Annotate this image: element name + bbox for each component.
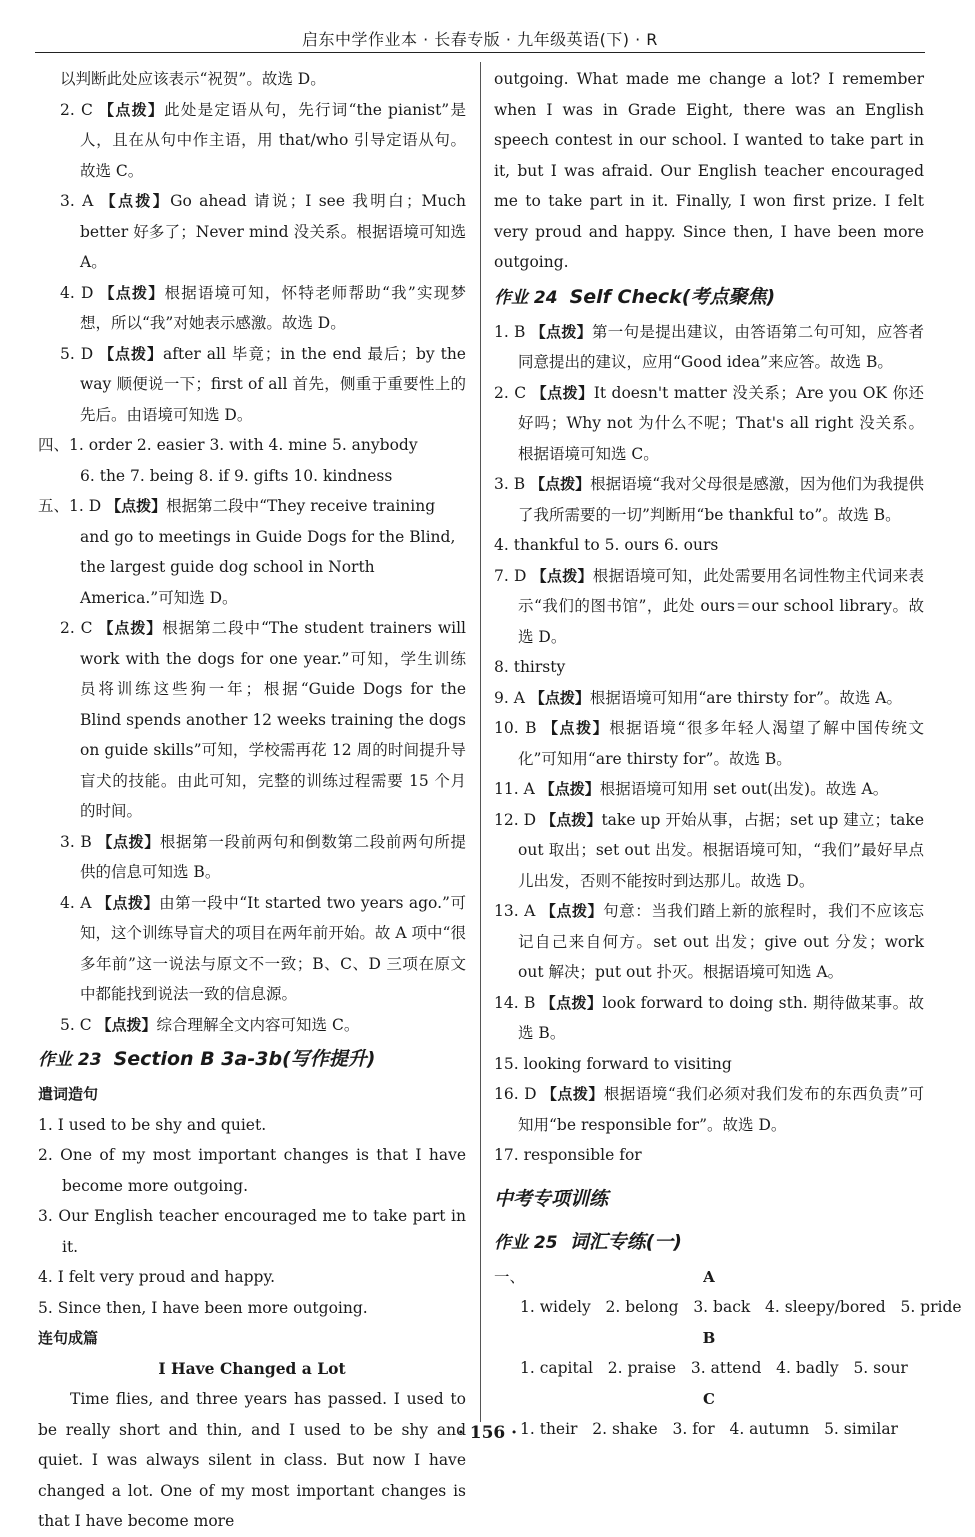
tip-label: 【点拨】 <box>99 100 165 119</box>
vocabulary-answers: 1. widely 2. belong 3. back 4. sleepy/bored 5. pride <box>520 1298 962 1316</box>
tip-label: 【点拨】 <box>99 283 165 302</box>
tip-label: 【点拨】 <box>541 810 602 829</box>
section4-line2: 6. the 7. being 8. if 9. gifts 10. kindness <box>80 466 393 485</box>
answer-item: 2. C 【点拨】此处是定语从句，先行词“the pianist”是人，且在从句中作主语，用 that/who 引导定语从句。故选 C。 <box>60 100 466 180</box>
tip-label: 【点拨】 <box>540 902 604 920</box>
page-header: 启东中学作业本 · 长春专版 · 九年级英语(下) · R <box>35 28 925 53</box>
sentence-item: 5. Since then, I have been more outgoing. <box>38 1298 368 1317</box>
answer-item: 7. D 【点拨】根据语境可知，此处需要用名词性物主代词来表示“我们的图书馆”，此处 ours＝our school library。故选 D。 <box>494 566 924 646</box>
tip-label: 【点拨】 <box>539 780 600 798</box>
left-column <box>38 64 466 1537</box>
homework-number: 作业 25 <box>494 1232 558 1253</box>
tip-label: 【点拨】 <box>99 344 164 363</box>
answer-item: 5. D 【点拨】after all 毕竟；in the end 最后；by the way 顺便说一下；first of all 首先，侧重于重要性上的先后。由语境可知选 D。 <box>60 344 466 424</box>
answer-item: 1. B 【点拨】第一句是提出建议，由答语第二句可知，应答者同意提出的建议，应用“Good idea”来应答。故选 B。 <box>494 322 924 371</box>
answer-list-self-check <box>494 317 924 1171</box>
answer-item: 4. thankful to 5. ours 6. ours <box>494 536 719 554</box>
essay-continuation: outgoing. What made me change a lot? I remember when I was in Grade Eight, there was an English speech contest in our school. I wanted to take part in it, but I was afraid. Our English teacher encouraged me to take part in it. Finally, I won first prize. I felt very proud and happy. Since then, I have been more outgoing. <box>494 70 924 271</box>
tip-label: 【点拨】 <box>100 192 171 210</box>
sentence-item: 3. Our English teacher encouraged me to take part in it. <box>38 1207 466 1256</box>
tip-label: 【点拨】 <box>529 688 590 707</box>
subheading-sentences: 遣词造句 <box>38 1085 99 1103</box>
right-column <box>494 64 962 1445</box>
column-divider <box>480 62 481 1422</box>
section4-line1: 四、1. order 2. easier 3. with 4. mine 5. anybody <box>38 436 418 454</box>
tip-label: 【点拨】 <box>531 383 594 402</box>
answer-item: 五、1. D 【点拨】根据第二段中“They receive training and go to meetings in Guide Dogs for the Blind, the largest guide dog school in North America.”可知选 D。 <box>38 497 456 607</box>
answer-item: 3. B 【点拨】根据语境“我对父母很是感激，因为他们为我提供了我所需要的一切”判断用“be thankful to”。故选 B。 <box>494 475 924 524</box>
answer-item: 8. thirsty <box>494 658 566 676</box>
answer-list-section5 <box>38 491 466 1040</box>
subheading-essay: 连句成篇 <box>38 1329 99 1347</box>
answer-item: 13. A 【点拨】句意：当我们踏上新的旅程时，我们不应该忘记自己来自何方。set out 出发；give out 分发；work out 解决；put out 扑灭。根据语境可知选 A。 <box>494 902 924 981</box>
section-title-exam-training: 中考专项训练 <box>494 1187 609 1210</box>
tip-label: 【点拨】 <box>540 993 603 1012</box>
answer-item: 2. C 【点拨】It doesn't matter 没关系；Are you OK 你还好吗；Why not 为什么不呢；That's all right 没关系。根据语境可知选 C。 <box>494 383 924 463</box>
sentence-item: 1. I used to be shy and quiet. <box>38 1115 267 1134</box>
page-number: · 156 · <box>457 1423 518 1443</box>
tip-label: 【点拨】 <box>530 475 591 493</box>
homework-number: 作业 23 <box>38 1050 102 1070</box>
answer-item: 5. C 【点拨】综合理解全文内容可知选 C。 <box>60 1015 360 1034</box>
homework-heading: Section B 3a-3b(写作提升) <box>113 1048 376 1070</box>
tip-label: 【点拨】 <box>96 1015 157 1034</box>
tip-label: 【点拨】 <box>530 322 592 341</box>
tip-label: 【点拨】 <box>97 832 160 851</box>
answer-item: 10. B 【点拨】根据语境“很多年轻人渴望了解中国传统文化”可知用“are thirsty for”。故选 B。 <box>494 719 924 768</box>
answer-item: 9. A 【点拨】根据语境可知用“are thirsty for”。故选 A。 <box>494 688 903 707</box>
sentence-item: 4. I felt very proud and happy. <box>38 1268 276 1286</box>
vocabulary-answers: 1. their 2. shake 3. for 4. autumn 5. similar <box>520 1420 898 1438</box>
sentence-item: 2. One of my most important changes is that I have become more outgoing. <box>38 1146 466 1195</box>
homework-23-title <box>38 1042 466 1077</box>
answer-item: 以判断此处应该表示“祝贺”。故选 D。 <box>60 70 326 88</box>
answer-item: 16. D 【点拨】根据语境“我们必须对我们发布的东西负责”可知用“be responsible for”。故选 D。 <box>494 1085 924 1134</box>
homework-24-title <box>494 280 924 315</box>
answer-item: 2. C 【点拨】根据第二段中“The student trainers will work with the dogs for one year.”可知，学生训练员将训练这些狗一年；根据“Guide Dogs for the Blind spends another 12 weeks training the dogs on guide skills”可知，学校需再花 12 周的时间提升导盲犬的技能。由此可知，完整的训练过程需要 15 个月的时间。 <box>60 619 466 820</box>
answer-item: 3. A 【点拨】Go ahead 请说；I see 我明白；Much better 好多了；Never mind 没关系。根据语境可知选 A。 <box>60 192 466 271</box>
homework-25-title <box>494 1225 924 1260</box>
answer-item: 14. B 【点拨】look forward to doing sth. 期待做某事。故选 B。 <box>494 993 924 1042</box>
answer-item: 3. B 【点拨】根据第一段前两句和倒数第二段前两句所提供的信息可知选 B。 <box>60 832 466 881</box>
tip-label: 【点拨】 <box>96 893 160 912</box>
tip-label: 【点拨】 <box>531 566 593 585</box>
answer-item: 11. A 【点拨】根据语境可知用 set out(出发)。故选 A。 <box>494 780 889 798</box>
sentence-list <box>38 1110 466 1324</box>
answer-item: 12. D 【点拨】take up 开始从事，占据；set up 建立；take out 取出；set out 出发。根据语境可知，“我们”最好早点儿出发，否则不能按时到达那儿。故选 D。 <box>494 810 924 890</box>
tip-label: 【点拨】 <box>106 497 167 515</box>
group-letter: B <box>702 1328 716 1347</box>
section-mark: 一、 <box>494 1267 526 1286</box>
vocabulary-answers: 1. capital 2. praise 3. attend 4. badly 5. sour <box>520 1359 908 1377</box>
tip-label: 【点拨】 <box>541 1085 604 1103</box>
group-letter: C <box>703 1389 715 1408</box>
tip-label: 【点拨】 <box>98 619 163 637</box>
homework-number: 作业 24 <box>494 287 558 308</box>
answer-item: 4. D 【点拨】根据语境可知，怀特老师帮助“我”实现梦想，所以“我”对她表示感激。故选 D。 <box>60 283 466 332</box>
tip-label: 【点拨】 <box>543 719 610 737</box>
answer-item: 17. responsible for <box>494 1146 642 1164</box>
homework-heading: Self Check(考点聚焦) <box>569 285 776 308</box>
answer-item: 15. looking forward to visiting <box>494 1054 732 1073</box>
essay-title: I Have Changed a Lot <box>158 1358 346 1378</box>
homework-heading: 词汇专练(一) <box>569 1230 682 1253</box>
essay-paragraph: Time flies, and three years has passed. I used to be really short and thin, and I used to be shy and quiet. I was always silent in class. But now I have changed a lot. One of my most important changes is that I have become more <box>38 1390 466 1530</box>
group-letter: A <box>703 1267 715 1286</box>
answer-list-section3 <box>38 64 466 430</box>
answer-item: 4. A 【点拨】由第一段中“It started two years ago.”可知，这个训练导盲犬的项目在两年前开始。故 A 项中“很多年前”这一说法与原文不一致；B、C、D 三项在原文中都能找到说法一致的信息源。 <box>60 893 467 1003</box>
